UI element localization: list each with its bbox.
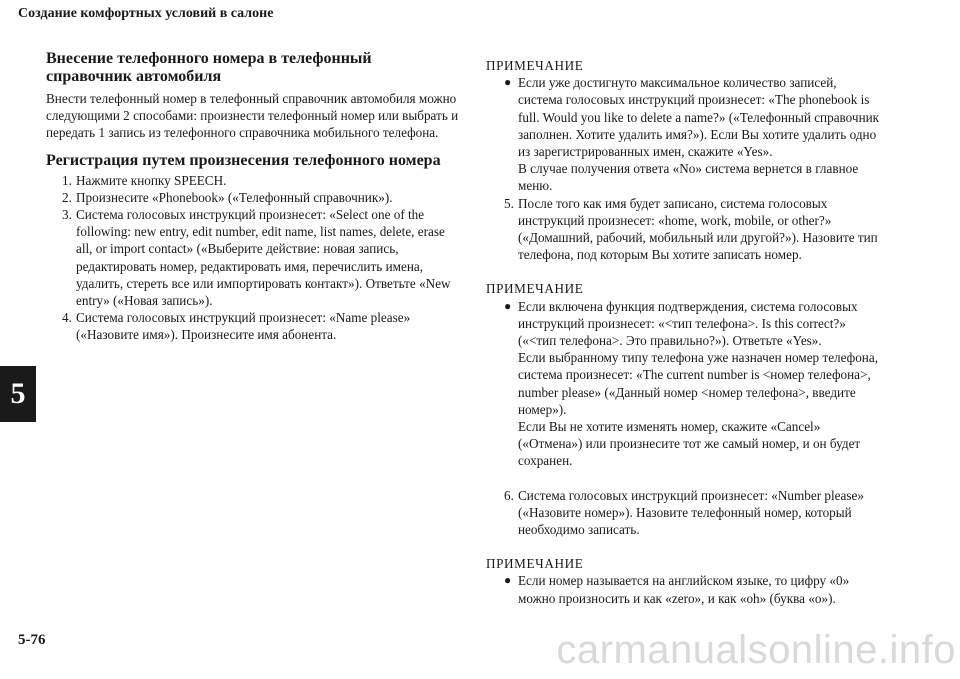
step-line: инструкций произнесет: «home, work, mobile, or other?» <box>518 212 832 228</box>
page-number: 5-76 <box>18 632 46 648</box>
note-line: В случае получения ответа «No» система вернется в главное <box>518 161 859 177</box>
note-line: номер»). <box>518 401 567 417</box>
step-text: Система голосовых инструкций произнесет: «Select one of the following: new entry, edit number, edit name, list names, delete, erase all, or import contact» («Выберите действие: новая запись, редактировать номер, редактировать имя, перечислить имена, удалить, стереть все или импортировать контакт»). Ответьте «New entry» («Новая запись»). <box>76 207 451 309</box>
step-line: После того как имя будет записано, система голосовых <box>518 195 828 211</box>
note-item <box>486 74 898 194</box>
list-item <box>46 172 460 189</box>
step-text: Нажмите кнопку SPEECH. <box>76 172 227 188</box>
bullet-icon: ● <box>504 573 512 588</box>
left-column <box>46 50 460 344</box>
note-line: система голосовых инструкций произнесет: «The phonebook is <box>518 92 870 108</box>
note-label: ПРИМЕЧАНИЕ <box>486 281 584 297</box>
note-line: («<тип телефона>. Это правильно?»). Ответьте «Yes». <box>518 333 822 349</box>
note-line: из зарегистрированных имен, скажите «Yes». <box>518 144 773 160</box>
page-header-title: Создание комфортных условий в салоне <box>18 6 274 21</box>
step-number: 1. <box>62 172 72 188</box>
note-line: number please» («Данный номер <номер телефона>, введите <box>518 384 856 400</box>
note-line: («Отмена») или произнесите тот же самый номер, и он будет <box>518 436 861 452</box>
note-line: сохранен. <box>518 453 573 469</box>
bullet-icon: ● <box>504 75 512 90</box>
note-line: инструкций произнесет: «<тип телефона>. Is this correct?» <box>518 315 846 331</box>
chapter-tab: 5 <box>0 366 36 422</box>
note-line: full. Would you like to delete a name?» («Телефонный справочник <box>518 109 880 125</box>
note-line: Если выбранному типу телефона уже назначен номер телефона, <box>518 350 879 366</box>
note-item <box>486 572 898 606</box>
steps-list <box>46 172 460 344</box>
note-line: заполнен. Хотите удалить имя?»). Если Вы хотите удалить одно <box>518 126 877 142</box>
section-heading-voice-registration: Регистрация путем произнесения телефонного номера <box>46 151 441 169</box>
step-line: Система голосовых инструкций произнесет: «Number please» <box>518 487 864 503</box>
step-line: («Домашний, рабочий, мобильный или другой?»). Назовите тип <box>518 230 878 246</box>
note-label: ПРИМЕЧАНИЕ <box>486 58 584 73</box>
list-item <box>46 189 460 206</box>
step-text: Система голосовых инструкций произнесет: «Name please» («Назовите имя»). Произнесите имя абонента. <box>76 310 411 343</box>
step-number: 3. <box>62 207 72 223</box>
intro-paragraph: Внести телефонный номер в телефонный справочник автомобиля можно следующими 2 способами: произнести телефонный номер или выбрать и передать 1 запись из телефонного справочника мобильного телефона. <box>46 91 459 141</box>
section-heading-phonebook-entry: Внесение телефонного номера в телефонный справочник автомобиля <box>46 50 372 85</box>
note-line: меню. <box>518 178 553 194</box>
note-line: Если номер называется на английском языке, то цифру «0» <box>518 573 850 589</box>
step-number: 6. <box>504 487 514 503</box>
step-line: телефона, под которым Вы хотите записать номер. <box>518 247 802 263</box>
note-line: Если Вы не хотите изменять номер, скажите «Cancel» <box>518 419 821 435</box>
list-item <box>46 206 460 309</box>
note-line: Если включена функция подтверждения, система голосовых <box>518 298 858 314</box>
watermark: carmanualsonline.info <box>556 628 956 672</box>
note-line: Если уже достигнуто максимальное количество записей, <box>518 75 837 91</box>
step-number: 2. <box>62 189 72 205</box>
note-line: система произнесет: «The current number is <номер телефона>, <box>518 367 871 383</box>
step-five <box>486 195 898 264</box>
bullet-icon: ● <box>504 298 512 313</box>
right-column <box>486 57 898 607</box>
step-number: 5. <box>504 195 514 211</box>
list-item <box>46 309 460 343</box>
step-text: Произнесите «Phonebook» («Телефонный справочник»). <box>76 189 393 205</box>
note-line: можно произносить и как «zero», и как «oh» (буква «o»). <box>518 590 836 606</box>
step-line: («Назовите номер»). Назовите телефонный номер, который <box>518 504 852 520</box>
step-line: необходимо записать. <box>518 522 640 538</box>
step-number: 4. <box>62 310 72 326</box>
note-label: ПРИМЕЧАНИЕ <box>486 556 584 572</box>
step-six <box>486 487 898 539</box>
note-item <box>486 298 898 470</box>
